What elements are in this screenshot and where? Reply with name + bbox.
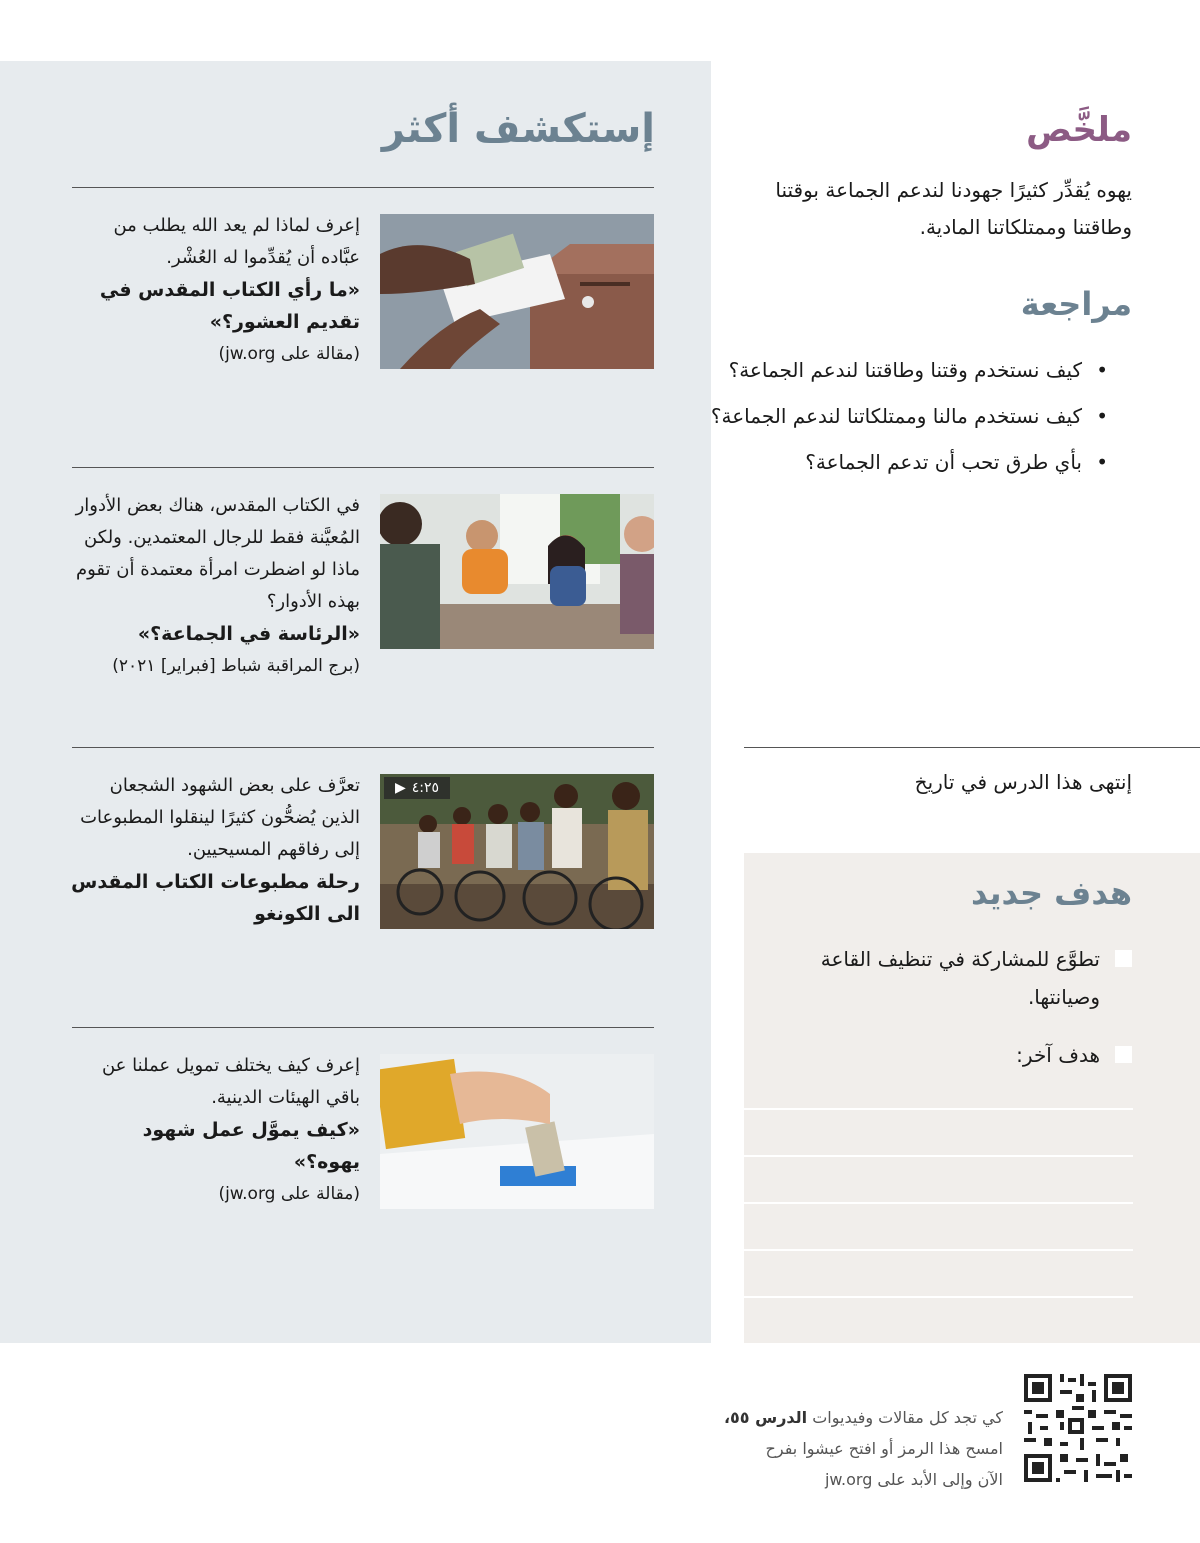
play-icon: ▶ bbox=[394, 780, 406, 796]
divider bbox=[72, 747, 654, 748]
goal-checkbox[interactable] bbox=[1115, 950, 1132, 967]
card-3-link[interactable]: رحلة مطبوعات الكتاب المقدس الى الكونغو bbox=[71, 871, 360, 925]
new-goal-heading: هدف جديد bbox=[970, 874, 1132, 912]
footer-lesson-number: الدرس ٥٥، bbox=[723, 1408, 808, 1427]
goal-item-label: تطوَّع للمشاركة في تنظيف القاعة وصيانتها. bbox=[820, 947, 1100, 1009]
card-4-source: (مقالة على jw.org) bbox=[218, 1184, 360, 1204]
completion-date-label[interactable]: إنتهى هذا الدرس في تاريخ bbox=[914, 770, 1132, 794]
review-item: • كيف نستخدم مالنا وممتلكاتنا لندعم الجماعة؟ bbox=[688, 398, 1108, 434]
goal-item-1 bbox=[780, 940, 1100, 1016]
new-goal-box bbox=[744, 853, 1200, 1343]
card-2-desc: في الكتاب المقدس، هناك بعض الأدوار المُعيَّنة فقط للرجال المعتمدين. ولكن ماذا لو اضطرت امرأة معتمدة أن تقوم بهذه الأدوار؟ bbox=[75, 495, 360, 612]
card-1-desc: إعرف لماذا لم يعد الله يطلب من عبَّاده أن يُقدِّموا له العُشْر. bbox=[113, 215, 360, 268]
qr-code-icon[interactable] bbox=[1024, 1374, 1132, 1482]
card-4-text bbox=[70, 1050, 360, 1210]
summary-text: يهوه يُقدِّر كثيرًا جهودنا لندعم الجماعة بوقتنا وطاقتنا وممتلكاتنا المادية. bbox=[775, 178, 1132, 239]
writing-line[interactable] bbox=[744, 1108, 1133, 1110]
summary-heading: ملخَّص bbox=[1026, 110, 1132, 150]
review-item: • بأي طرق تحب أن تدعم الجماعة؟ bbox=[688, 444, 1108, 480]
divider bbox=[72, 467, 654, 468]
tithe-envelope-image[interactable] bbox=[380, 214, 654, 369]
video-duration: ٤:٢٥ bbox=[411, 780, 440, 796]
card-1-link[interactable]: «ما رأي الكتاب المقدس في تقديم العشور؟» bbox=[99, 279, 360, 333]
explore-title: إستكشف أكثر bbox=[381, 106, 655, 152]
footer-line-3[interactable]: الآن وإلى الأبد على jw.org bbox=[824, 1470, 1003, 1489]
card-1-source: (مقالة على jw.org) bbox=[218, 344, 360, 364]
divider bbox=[72, 187, 654, 188]
card-2-link[interactable]: «الرئاسة في الجماعة؟» bbox=[137, 623, 360, 645]
footer-line-1 bbox=[724, 1402, 1003, 1433]
writing-line[interactable] bbox=[744, 1202, 1133, 1204]
review-list bbox=[688, 352, 1108, 490]
card-4-link[interactable]: «كيف يموَّل عمل شهود يهوه؟» bbox=[142, 1119, 360, 1173]
card-3-desc: تعرَّف على بعض الشهود الشجعان الذين يُضحُّون كثيرًا لينقلوا المطبوعات إلى رفاقهم المسيحيين. bbox=[80, 775, 360, 860]
video-duration-badge bbox=[384, 777, 450, 799]
footer-line-1-text: كي تجد كل مقالات وفيديوات bbox=[812, 1408, 1003, 1427]
goal-item-label: هدف آخر: bbox=[1016, 1043, 1100, 1067]
card-2-source: (برج المراقبة شباط [فبراير] ٢٠٢١) bbox=[112, 656, 360, 676]
divider bbox=[72, 1027, 654, 1028]
writing-line[interactable] bbox=[744, 1296, 1133, 1298]
card-2-text bbox=[70, 490, 360, 682]
goal-checkbox[interactable] bbox=[1115, 1046, 1132, 1063]
writing-line[interactable] bbox=[744, 1155, 1133, 1157]
goal-item-2 bbox=[1016, 1036, 1100, 1074]
footer-text bbox=[724, 1402, 1003, 1495]
card-4-desc: إعرف كيف يختلف تمويل عملنا عن باقي الهيئات الدينية. bbox=[101, 1055, 360, 1108]
card-3-text bbox=[70, 770, 360, 930]
donation-box-image[interactable] bbox=[380, 1054, 654, 1209]
writing-line[interactable] bbox=[744, 1249, 1133, 1251]
divider bbox=[744, 747, 1200, 748]
women-bible-study-image[interactable] bbox=[380, 494, 654, 649]
review-heading: مراجعة bbox=[1020, 285, 1132, 323]
card-1-text bbox=[70, 210, 360, 370]
footer-line-2: امسح هذا الرمز أو افتح عيشوا بفرح bbox=[765, 1439, 1003, 1458]
review-item: • كيف نستخدم وقتنا وطاقتنا لندعم الجماعة؟ bbox=[688, 352, 1108, 388]
